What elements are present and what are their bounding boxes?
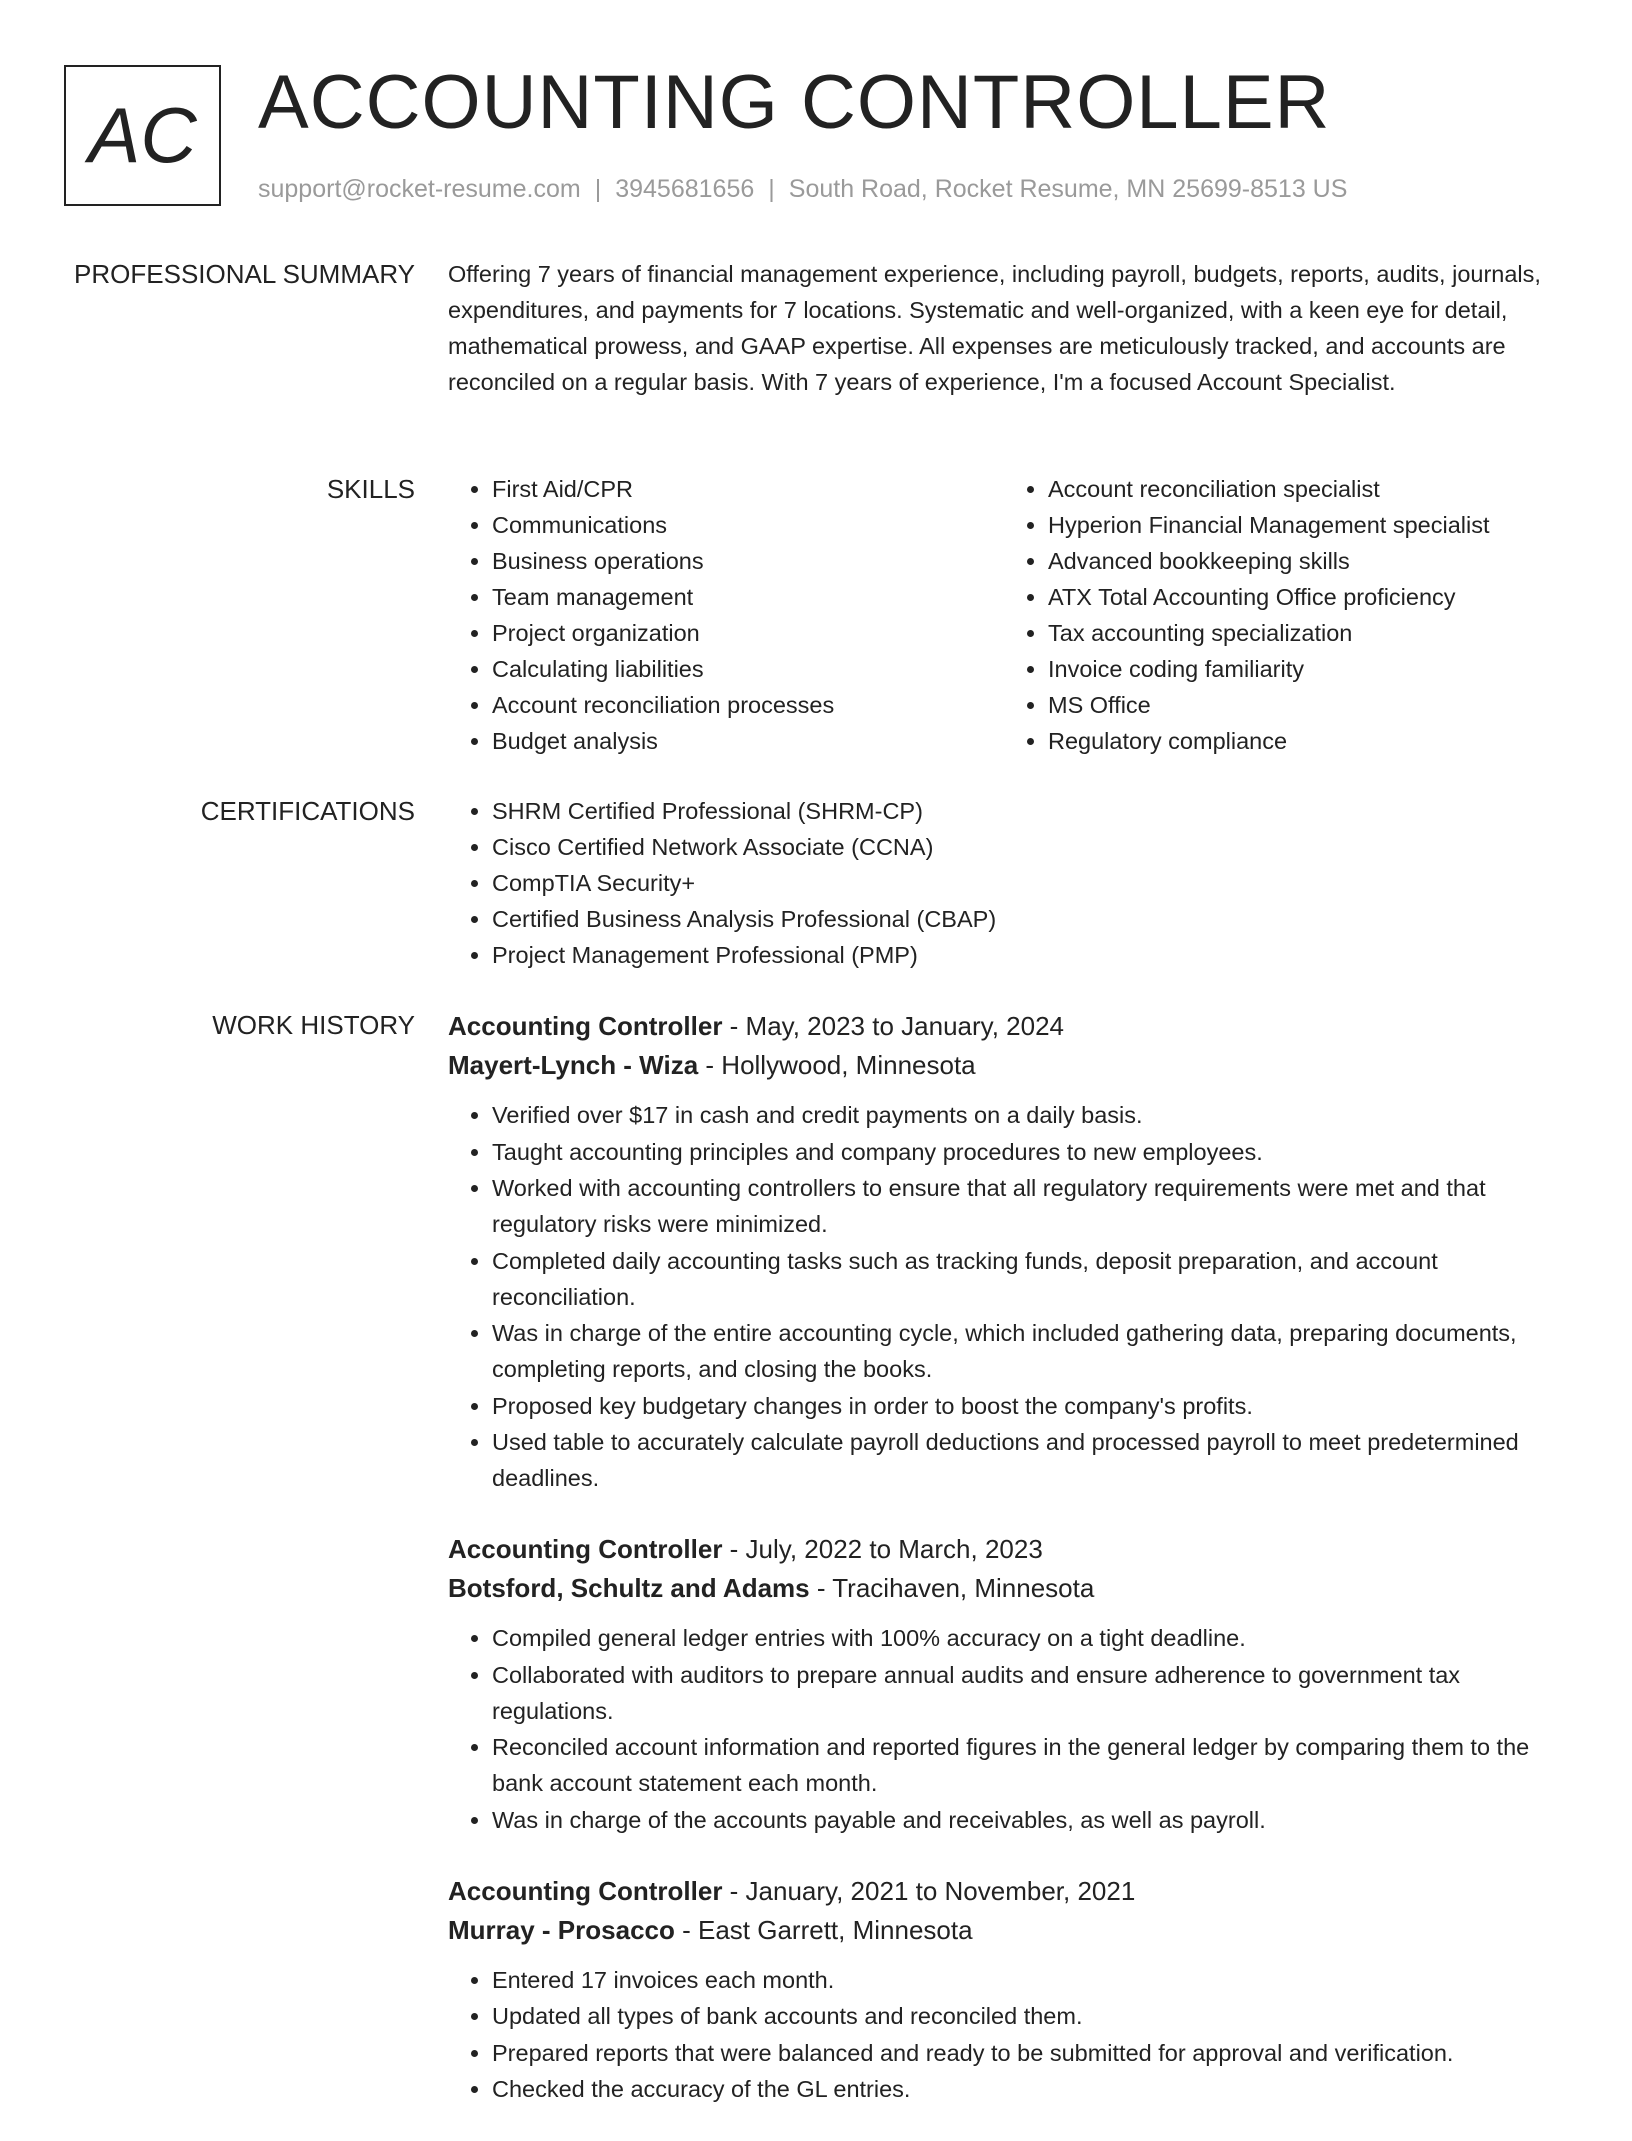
skill-item: • First Aid/CPR (492, 471, 1004, 507)
job-bullet: • Updated all types of bank accounts and reconciled them. (492, 1998, 1560, 2034)
job-company-line (448, 1911, 1560, 1950)
certification-item: • Certified Business Analysis Professional (CBAP) (492, 901, 1560, 937)
contact-line (258, 175, 1347, 204)
job-bullet: • Compiled general ledger entries with 100% accuracy on a tight deadline. (492, 1620, 1560, 1656)
job-bullet: • Proposed key budgetary changes in order to boost the company's profits. (492, 1388, 1560, 1424)
job-location: - Tracihaven, Minnesota (809, 1573, 1095, 1603)
job-bullet: • Was in charge of the accounts payable and receivables, as well as payroll. (492, 1802, 1560, 1838)
job-bullet: • Taught accounting principles and company procedures to new employees. (492, 1134, 1560, 1170)
certification-item: • CompTIA Security+ (492, 865, 1560, 901)
contact-separator: | (768, 175, 775, 203)
job-company-line (448, 1046, 1560, 1085)
job-bullet: • Checked the accuracy of the GL entries. (492, 2071, 1560, 2107)
skill-item: • Budget analysis (492, 723, 1004, 759)
job-bullet: • Collaborated with auditors to prepare annual audits and ensure adherence to government tax regulations. (492, 1657, 1560, 1729)
job-bullet: • Worked with accounting controllers to ensure that all regulatory requirements were met and that regulatory risks were minimized. (492, 1170, 1560, 1242)
job-bullet: • Was in charge of the entire accounting cycle, which included gathering data, preparing documents, completing reports, and closing the books. (492, 1315, 1560, 1387)
skill-item: • Team management (492, 579, 1004, 615)
job-company: Mayert-Lynch - Wiza (448, 1050, 699, 1080)
resume-header (64, 60, 1564, 215)
contact-address: South Road, Rocket Resume, MN 25699-8513 US (788, 175, 1348, 203)
skill-item: • Tax accounting specialization (1048, 615, 1560, 651)
job-title: Accounting Controller (448, 1875, 723, 1906)
certification-item: • Cisco Certified Network Associate (CCNA) (492, 829, 1560, 865)
contact-separator: | (594, 175, 602, 203)
skill-item: • Business operations (492, 543, 1004, 579)
job-title: Accounting Controller (448, 1011, 723, 1041)
skill-item: • MS Office (1048, 687, 1560, 723)
skill-item: • Communications (492, 507, 1004, 543)
job-bullet: • Prepared reports that were balanced and ready to be submitted for approval and verification. (492, 2035, 1560, 2071)
section-heading-work-history: WORK HISTORY (212, 1010, 415, 1040)
certifications-list (448, 793, 1560, 973)
skill-item: • Hyperion Financial Management specialist (1048, 507, 1560, 543)
job-bullet: • Reconciled account information and reported figures in the general ledger by comparing them to the bank account statement each month. (492, 1729, 1560, 1801)
skill-item: • ATX Total Accounting Office proficiency (1048, 579, 1560, 615)
job-title-line (448, 1007, 1560, 1046)
skill-item: • Project organization (492, 615, 1004, 651)
job-company: Murray - Prosacco (448, 1914, 675, 1945)
job-bullets (448, 1962, 1560, 2108)
certification-item: • SHRM Certified Professional (SHRM-CP) (492, 793, 1560, 829)
job-title: Accounting Controller (448, 1534, 723, 1564)
skill-item: • Calculating liabilities (492, 651, 1004, 687)
skill-item: • Account reconciliation processes (492, 687, 1004, 723)
skill-item: • Regulatory compliance (1048, 723, 1560, 759)
contact-phone: 3945681656 (615, 175, 755, 203)
section-heading-summary: PROFESSIONAL SUMMARY (74, 259, 415, 289)
contact-email: support@rocket-resume.com (258, 175, 581, 203)
job-location: - East Garrett, Minnesota (674, 1914, 973, 1945)
skill-item: • Account reconciliation specialist (1048, 471, 1560, 507)
job-company-line (448, 1569, 1560, 1608)
job-bullets (448, 1097, 1560, 1496)
job-title-line (448, 1530, 1560, 1569)
job-bullets (448, 1620, 1560, 1838)
job-entry (448, 1872, 1560, 2108)
summary-text: Offering 7 years of financial management experience, including payroll, budgets, reports, audits, journals, expenditures, and payments for 7 locations. Systematic and well-organized, with a keen eye for detail, mathematical prowess, and GAAP expertise. All expenses are meticulously tracked, and accounts are reconciled on a regular basis. With 7 years of experience, I'm a focused Account Specialist. (448, 261, 1541, 395)
job-company: Botsford, Schultz and Adams (448, 1573, 810, 1603)
job-location: - Hollywood, Minnesota (698, 1050, 976, 1080)
job-bullet: • Completed daily accounting tasks such as tracking funds, deposit preparation, and account reconciliation. (492, 1243, 1560, 1315)
job-entry (448, 1530, 1560, 1838)
job-bullet: • Verified over $17 in cash and credit payments on a daily basis. (492, 1097, 1560, 1133)
skills-list-right (1004, 471, 1560, 759)
job-bullet: • Entered 17 invoices each month. (492, 1962, 1560, 1998)
job-title-line (448, 1872, 1560, 1911)
skill-item: • Invoice coding familiarity (1048, 651, 1560, 687)
job-dates: - July, 2022 to March, 2023 (722, 1534, 1043, 1564)
resume-title: ACCOUNTING CONTROLLER (258, 60, 1331, 145)
skill-item: • Advanced bookkeeping skills (1048, 543, 1560, 579)
job-entry (448, 1007, 1560, 1496)
job-dates: - May, 2023 to January, 2024 (722, 1011, 1065, 1041)
section-heading-skills: SKILLS (326, 474, 415, 504)
section-heading-certifications: CERTIFICATIONS (200, 796, 415, 826)
monogram-badge: AC (64, 65, 221, 206)
certification-item: • Project Management Professional (PMP) (492, 937, 1560, 973)
job-bullet: • Used table to accurately calculate payroll deductions and processed payroll to meet predetermined deadlines. (492, 1424, 1560, 1496)
skills-list-left (448, 471, 1004, 759)
job-dates: - January, 2021 to November, 2021 (722, 1875, 1136, 1906)
